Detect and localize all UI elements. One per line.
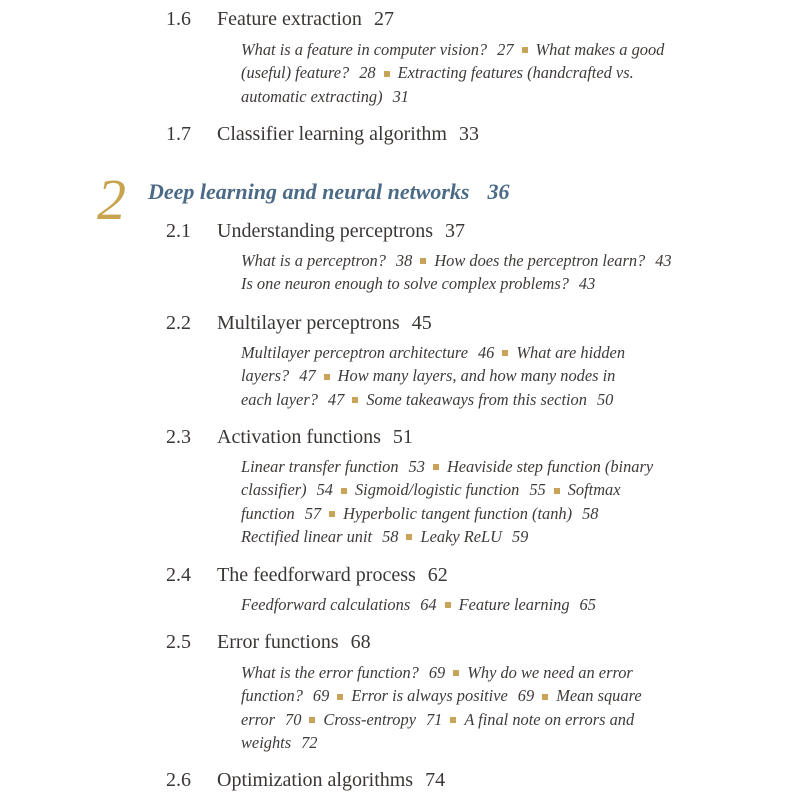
subsection-page: 70 xyxy=(285,709,302,729)
subsection-title: How does the perceptron learn? xyxy=(434,251,646,270)
subsection-line xyxy=(241,478,741,501)
section-number: 2.4 xyxy=(166,564,191,586)
toc-section-1-6 xyxy=(166,7,394,31)
subsection-line xyxy=(241,85,741,108)
subsection-line xyxy=(241,593,741,616)
subsection-title: Extracting features (handcrafted vs. xyxy=(397,63,634,83)
section-number: 2.6 xyxy=(166,769,191,791)
subsection-line xyxy=(241,455,741,478)
toc-subsections-1-6 xyxy=(241,38,741,108)
subsection-title: error xyxy=(241,709,275,729)
subsection-page: 43 xyxy=(655,251,672,270)
subsection-line xyxy=(241,272,741,295)
subsection-line xyxy=(241,684,741,707)
section-page: 37 xyxy=(445,220,466,242)
subsection-title: Mean square xyxy=(556,686,642,706)
section-page: 62 xyxy=(427,564,448,586)
toc-section-2-3 xyxy=(166,425,413,449)
subsection-page: 46 xyxy=(477,343,495,362)
bullet-separator xyxy=(502,350,508,356)
subsection-page: 64 xyxy=(420,595,437,614)
bullet-separator xyxy=(445,602,451,608)
toc-section-2-5 xyxy=(166,630,371,654)
section-title: Multilayer perceptrons xyxy=(217,312,400,334)
section-title: Understanding perceptrons xyxy=(217,220,434,242)
subsection-title: (useful) feature? xyxy=(241,63,350,83)
subsection-title: Rectified linear unit xyxy=(241,526,373,546)
subsection-title: Sigmoid/logistic function xyxy=(354,480,520,500)
chapter-heading xyxy=(148,178,510,206)
subsection-page: 58 xyxy=(382,526,399,546)
section-title: Activation functions xyxy=(217,426,381,448)
toc-section-2-1 xyxy=(166,219,465,243)
subsection-page: 31 xyxy=(392,86,409,106)
subsection-title: classifier) xyxy=(241,480,307,500)
subsection-title: What makes a good xyxy=(535,40,665,59)
subsection-title: What is a feature in computer vision? xyxy=(241,40,488,59)
subsection-title: What is a perceptron? xyxy=(241,251,386,270)
section-number: 2.2 xyxy=(166,312,191,334)
subsection-title: Softmax xyxy=(567,480,621,500)
subsection-page: 69 xyxy=(428,663,446,682)
toc-section-2-4 xyxy=(166,563,448,587)
toc-subsections-2-4 xyxy=(241,593,741,616)
section-page: 33 xyxy=(458,123,479,145)
bullet-separator xyxy=(352,397,358,403)
subsection-page: 59 xyxy=(511,526,529,546)
subsection-title: Heaviside step function (binary xyxy=(446,457,654,476)
subsection-title: Feedforward calculations xyxy=(241,595,411,614)
toc-subsections-2-1 xyxy=(241,249,741,296)
toc-section-2-2 xyxy=(166,311,432,335)
subsection-title: Some takeaways from this section xyxy=(366,389,587,409)
bullet-separator xyxy=(420,258,426,264)
bullet-separator xyxy=(522,47,528,53)
subsection-page: 65 xyxy=(579,595,596,614)
subsection-title: What are hidden xyxy=(516,343,626,362)
subsection-title: automatic extracting) xyxy=(241,86,383,106)
subsection-title: function? xyxy=(241,686,303,706)
section-page: 51 xyxy=(392,426,413,448)
subsection-line xyxy=(241,388,741,411)
toc-section-1-7 xyxy=(166,122,479,146)
subsection-title: Feature learning xyxy=(458,595,570,614)
subsection-page: 58 xyxy=(582,503,599,523)
subsection-title: function xyxy=(241,503,295,523)
subsection-title: Cross-entropy xyxy=(323,709,416,729)
section-number: 1.7 xyxy=(166,123,191,145)
bullet-separator xyxy=(324,374,330,380)
subsection-page: 47 xyxy=(327,389,345,409)
bullet-separator xyxy=(341,488,347,494)
chapter-page: 36 xyxy=(487,179,510,204)
subsection-line xyxy=(241,525,741,548)
bullet-separator xyxy=(542,694,548,700)
toc-subsections-2-2 xyxy=(241,341,741,411)
subsection-title: How many layers, and how many nodes in xyxy=(337,366,616,386)
subsection-title: each layer? xyxy=(241,389,318,409)
section-number: 2.5 xyxy=(166,631,191,653)
section-page: 68 xyxy=(350,631,371,653)
section-number: 1.6 xyxy=(166,8,191,30)
subsection-line xyxy=(241,61,741,84)
subsection-title: Linear transfer function xyxy=(241,457,399,476)
subsection-title: Hyperbolic tangent function (tanh) xyxy=(343,503,573,523)
subsection-line xyxy=(241,708,741,731)
subsection-page: 53 xyxy=(408,457,425,476)
subsection-page: 38 xyxy=(395,251,413,270)
section-title: The feedforward process xyxy=(217,564,416,586)
subsection-page: 43 xyxy=(578,274,596,294)
subsection-page: 72 xyxy=(301,732,318,752)
section-page: 74 xyxy=(425,769,446,791)
bullet-separator xyxy=(554,488,560,494)
bullet-separator xyxy=(433,464,439,470)
chapter-title: Deep learning and neural networks xyxy=(148,179,470,204)
subsection-title: Is one neuron enough to solve complex problems? xyxy=(241,274,569,294)
subsection-page: 55 xyxy=(529,480,546,500)
toc-subsections-2-5 xyxy=(241,661,741,754)
subsection-page: 69 xyxy=(312,686,330,706)
subsection-title: weights xyxy=(241,732,292,752)
bullet-separator xyxy=(337,694,343,700)
subsection-page: 28 xyxy=(359,63,376,83)
section-number: 2.1 xyxy=(166,220,191,242)
section-title: Optimization algorithms xyxy=(217,769,414,791)
subsection-line xyxy=(241,341,741,364)
bullet-separator xyxy=(453,670,459,676)
bullet-separator xyxy=(384,71,390,77)
subsection-title: Error is always positive xyxy=(351,686,508,706)
section-title: Error functions xyxy=(217,631,339,653)
section-page: 45 xyxy=(411,312,432,334)
section-title: Feature extraction xyxy=(217,8,362,30)
subsection-title: layers? xyxy=(241,366,290,386)
subsection-line xyxy=(241,661,741,684)
subsection-page: 57 xyxy=(304,503,322,523)
subsection-title: Multilayer perceptron architecture xyxy=(241,343,468,362)
section-page: 27 xyxy=(373,8,394,30)
subsection-page: 71 xyxy=(425,709,443,729)
subsection-line xyxy=(241,502,741,525)
subsection-page: 27 xyxy=(497,40,514,59)
bullet-separator xyxy=(329,511,335,517)
subsection-page: 50 xyxy=(596,389,614,409)
subsection-title: Why do we need an error xyxy=(467,663,633,682)
subsection-title: What is the error function? xyxy=(241,663,419,682)
section-title: Classifier learning algorithm xyxy=(217,123,447,145)
bullet-separator xyxy=(450,717,456,723)
subsection-line xyxy=(241,364,741,387)
section-number: 2.3 xyxy=(166,426,191,448)
bullet-separator xyxy=(406,534,412,540)
toc-subsections-2-3 xyxy=(241,455,741,548)
subsection-line xyxy=(241,38,741,61)
subsection-title: Leaky ReLU xyxy=(420,526,502,546)
subsection-page: 54 xyxy=(316,480,333,500)
subsection-page: 47 xyxy=(299,366,316,386)
chapter-number: 2 xyxy=(97,167,126,232)
subsection-page: 69 xyxy=(517,686,535,706)
subsection-title: A final note on errors and xyxy=(464,709,635,729)
subsection-line xyxy=(241,249,741,272)
subsection-line xyxy=(241,731,741,754)
bullet-separator xyxy=(309,717,315,723)
toc-section-2-6 xyxy=(166,768,445,792)
